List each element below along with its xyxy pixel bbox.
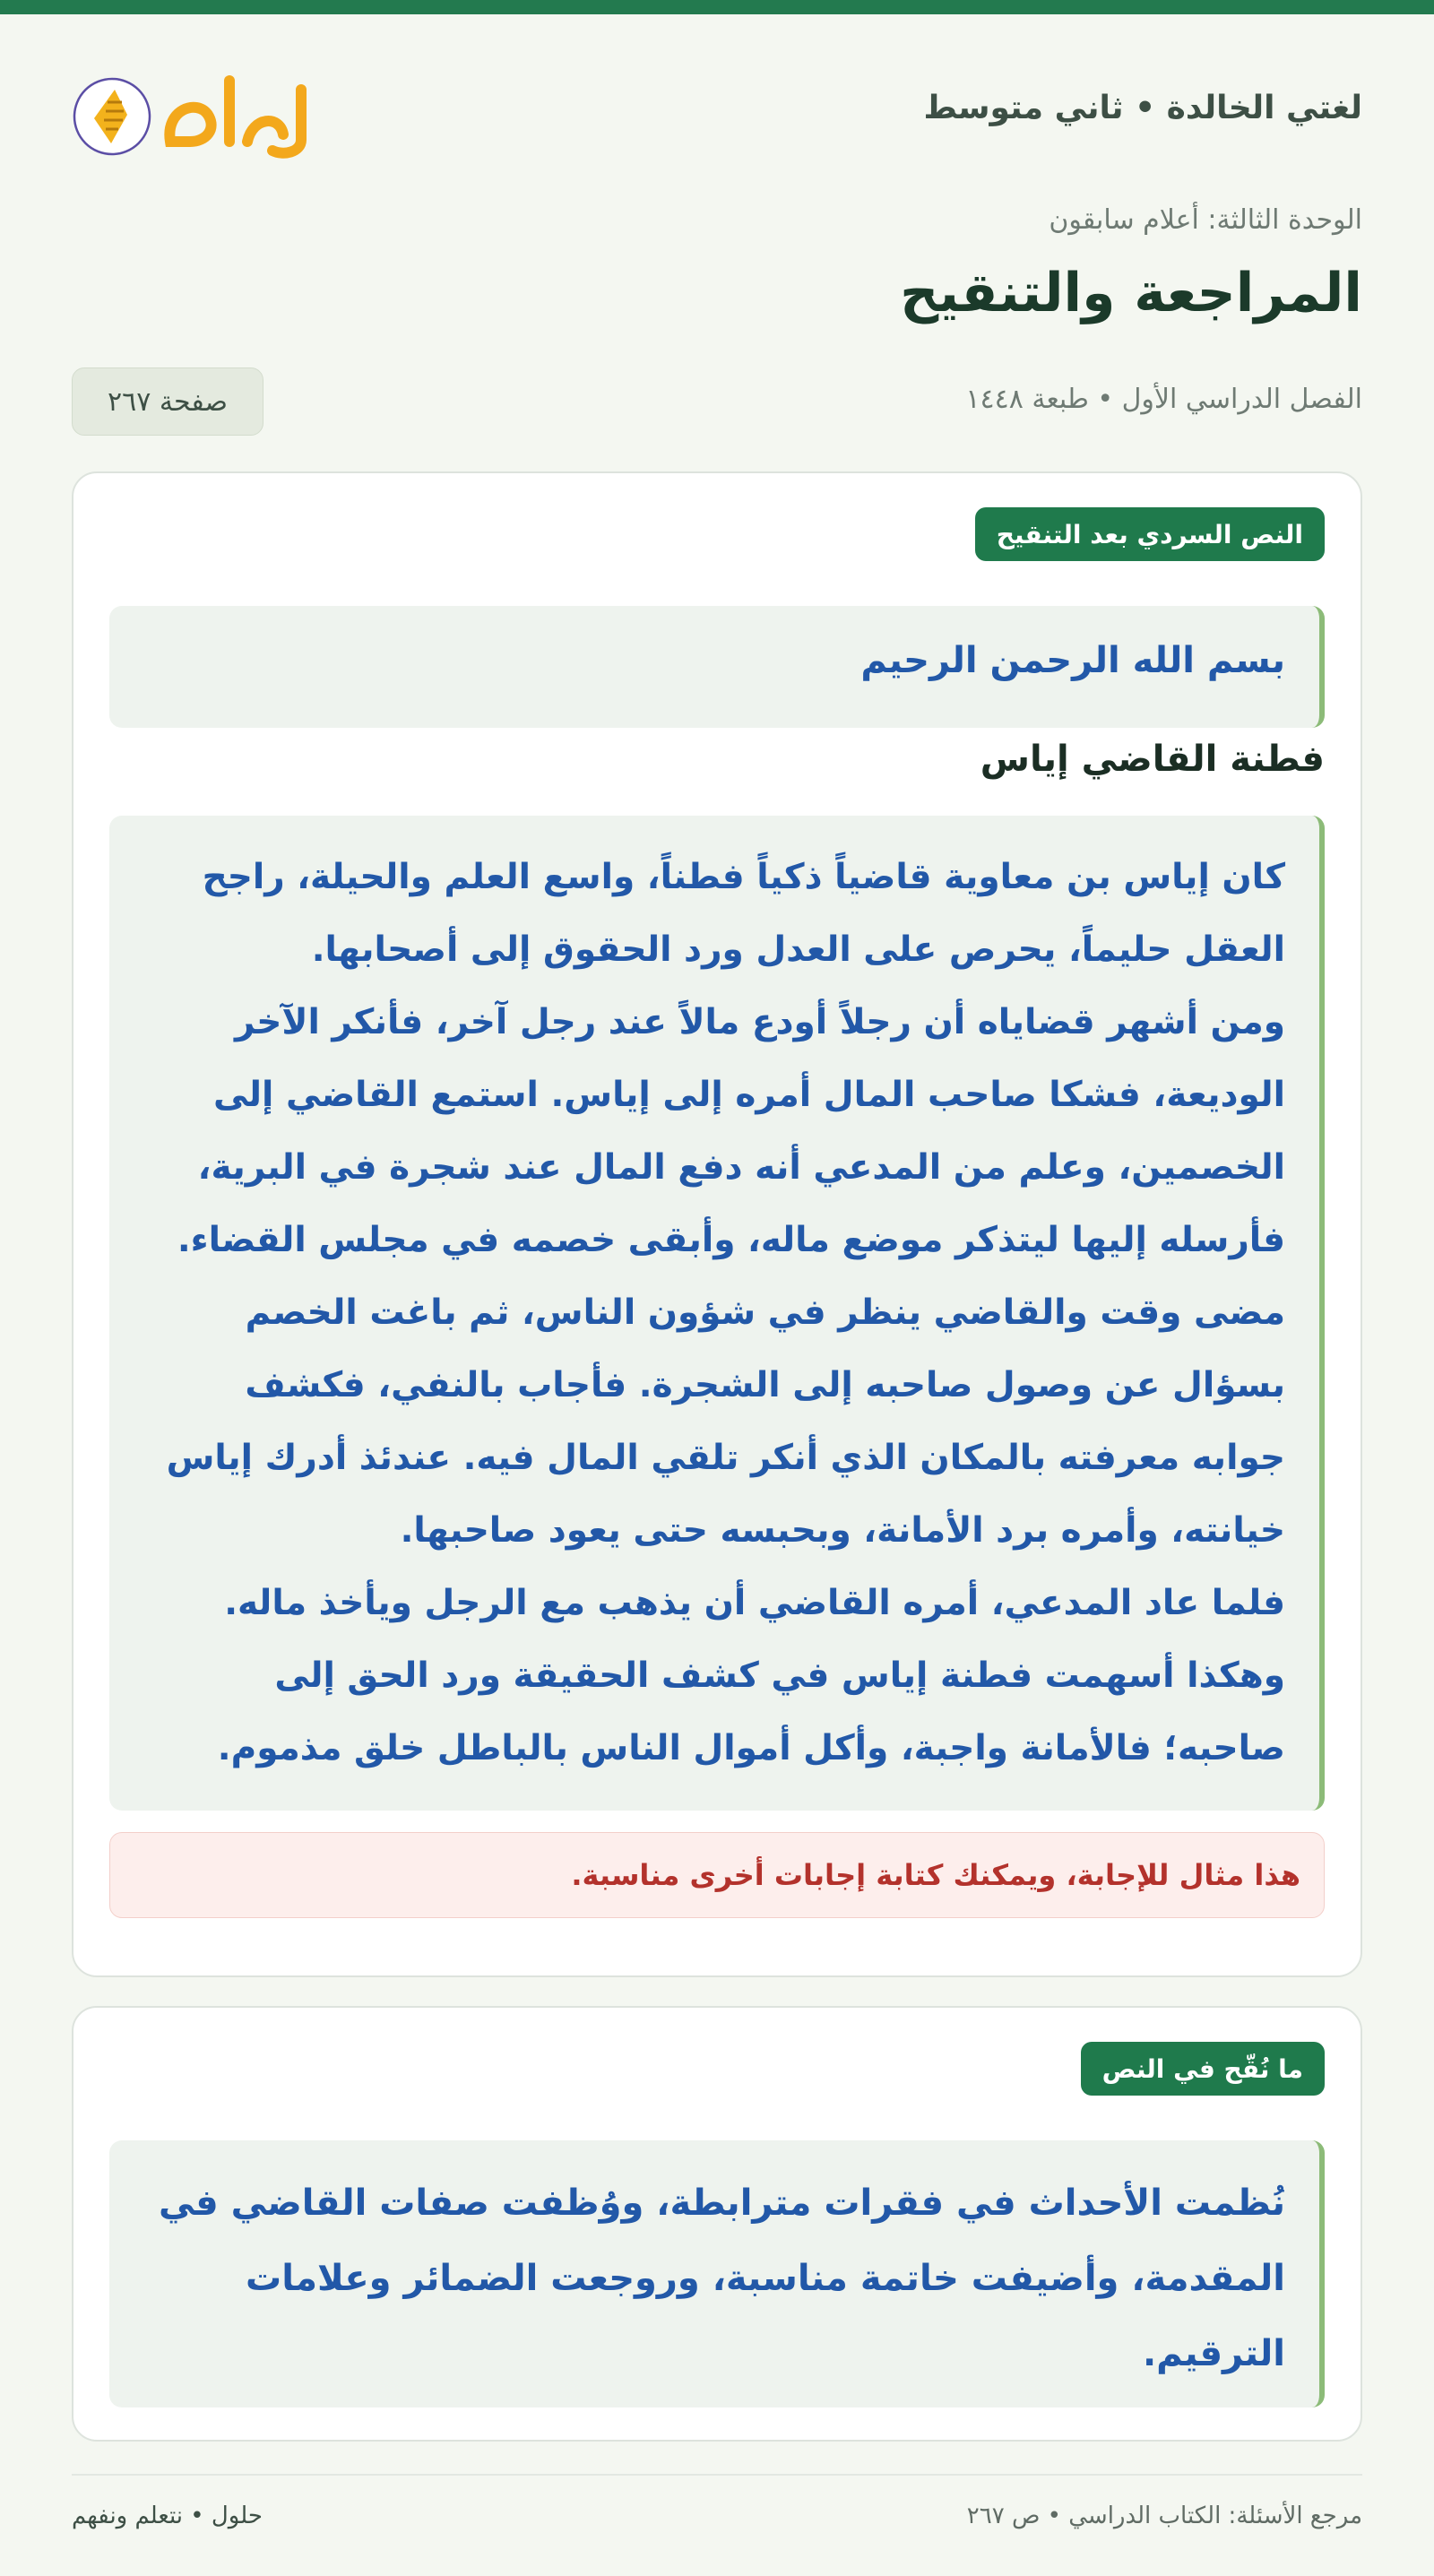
footer-reference: مرجع الأسئلة: الكتاب الدراسي • ص ٢٦٧ <box>966 2503 1362 2529</box>
unit-label: الوحدة الثالثة: أعلام سابقون <box>1049 204 1362 236</box>
book-title: لغتي الخالدة • ثاني متوسط <box>923 90 1362 126</box>
page-title: المراجعة والتنقيح <box>900 262 1362 324</box>
story-box <box>109 816 1325 1811</box>
page-number-badge: صفحة ٢٦٧ <box>72 367 263 436</box>
story-paragraph: كان إياس بن معاوية قاضياً ذكياً فطناً، واسع العلم والحيلة، راجح العقل حليماً، يحرص على العدل ورد الحقوق إلى أصحابها. <box>202 857 1285 970</box>
basmala-box <box>109 606 1325 728</box>
answer-note: هذا مثال للإجابة، ويمكنك كتابة إجابات أخرى مناسبة. <box>571 1858 1300 1892</box>
changes-box <box>109 2140 1325 2407</box>
story-paragraph: وهكذا أسهمت فطنة إياس في كشف الحقيقة ورد الحق إلى صاحبه؛ فالأمانة واجبة، وأكل أموال الناس بالباطل خلق مذموم. <box>217 1655 1285 1768</box>
footer-divider <box>72 2474 1362 2476</box>
story-paragraph: ومن أشهر قضاياه أن رجلاً أودع مالاً عند رجل آخر، فأنكر الآخر الوديعة، فشكا صاحب المال أمره إلى إياس. استمع القاضي إلى الخصمين، وعلم من المدعي أنه دفع المال عند شجرة في البرية، فأرسله إليها ليتذكر موضع ماله، وأبقى خصمه في مجلس القضاء. <box>177 1002 1285 1260</box>
story-paragraph: مضى وقت والقاضي ينظر في شؤون الناس، ثم باغت الخصم بسؤال عن وصول صاحبه إلى الشجرة. فأجاب بالنفي، فكشف جوابه معرفته بالمكان الذي أنكر تلقي المال فيه. عندئذ أدرك إياس خيانته، وأمره برد الأمانة، وبحبسه حتى يعود صاحبها. <box>166 1292 1285 1551</box>
brand-logo[interactable] <box>72 63 341 161</box>
basmala-text: بسم الله الرحمن الرحيم <box>860 640 1285 681</box>
changes-text: نُظمت الأحداث في فقرات مترابطة، ووُظفت صفات القاضي في المقدمة، وأضيفت خاتمة مناسبة، وروجعت الضمائر وعلامات الترقيم. <box>159 2183 1285 2374</box>
section-tag-changes: ما نُقّح في النص <box>1081 2042 1325 2096</box>
section-tag-revised: النص السردي بعد التنقيح <box>975 507 1325 561</box>
semester-label: الفصل الدراسي الأول • طبعة ١٤٤٨ <box>965 384 1362 415</box>
revised-text-card <box>72 471 1362 1977</box>
page-header <box>72 54 1362 170</box>
answer-note-box <box>109 1832 1325 1918</box>
changes-card <box>72 2006 1362 2442</box>
footer-brand: حلول • نتعلم ونفهم <box>72 2503 263 2529</box>
story-body <box>143 841 1285 1785</box>
story-title: فطنة القاضي إياس <box>980 739 1325 780</box>
story-paragraph: فلما عاد المدعي، أمره القاضي أن يذهب مع الرجل ويأخذ ماله. <box>224 1583 1285 1623</box>
top-accent-bar <box>0 0 1434 14</box>
